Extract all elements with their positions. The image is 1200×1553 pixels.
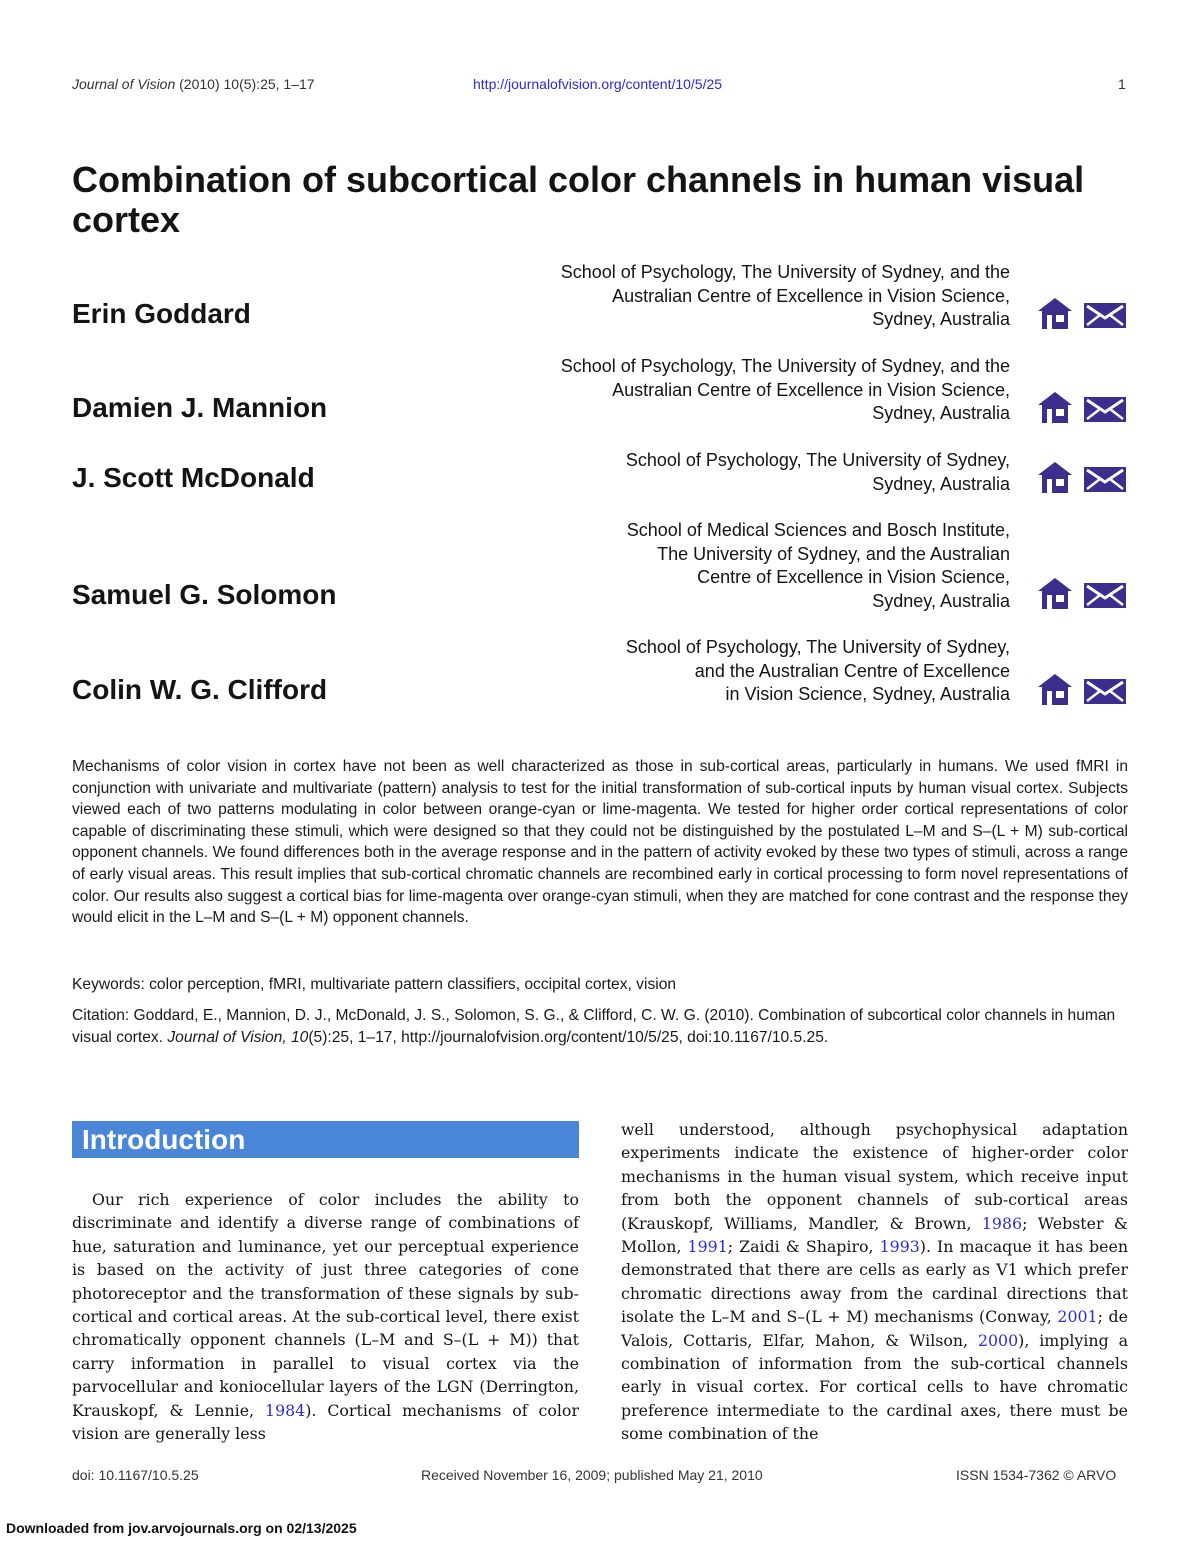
section-title: Introduction xyxy=(82,1124,246,1155)
author-icons xyxy=(1036,576,1128,610)
email-icon[interactable] xyxy=(1084,397,1126,422)
body-column-left: Our rich experience of color includes the ability to discriminate and identify a diverse range of combinations of hue, saturation and luminance, yet our perceptual experience is based on the activity of just three categories of cone photoreceptor and the transformation of these signals by sub-cortical and cortical areas. At the sub-cortical level, there exist chromatically opponent channels (L–M and S–(L + M)) that carry information in parallel to visual cortex via the parvocellular and koniocellular layers of the LGN (Derrington, Krauskopf, & Lennie, 1984). Cortical mechanisms of color vision are generally less xyxy=(72,1190,579,1444)
reference-link[interactable]: 1984 xyxy=(265,1400,306,1420)
reference-link[interactable]: 2000 xyxy=(977,1330,1019,1350)
author-name: Damien J. Mannion xyxy=(72,392,328,423)
author-icons xyxy=(1036,390,1128,424)
footer-doi: doi: 10.1167/10.5.25 xyxy=(72,1467,199,1483)
home-icon[interactable] xyxy=(1038,462,1072,493)
download-notice: Downloaded from jov.arvojournals.org on 02/13/2025 xyxy=(6,1520,357,1536)
keywords: Keywords: color perception, fMRI, multivariate pattern classifiers, occipital cortex, vision xyxy=(72,976,677,993)
email-icon[interactable] xyxy=(1084,583,1126,608)
author-name: Erin Goddard xyxy=(72,298,251,329)
email-icon[interactable] xyxy=(1084,303,1126,328)
author-affiliation: School of Psychology, The University of Sydney, and the Australian Centre of Excellence in Vision Science, Sydney, Australia xyxy=(560,356,1010,423)
journal-citation: (2010) 10(5):25, 1–17 xyxy=(179,76,315,92)
author-name: Samuel G. Solomon xyxy=(72,579,337,610)
home-icon[interactable] xyxy=(1038,392,1072,423)
reference-link[interactable]: 1986 xyxy=(981,1213,1023,1233)
email-icon[interactable] xyxy=(1084,679,1126,704)
abstract: Mechanisms of color vision in cortex have not been as well characterized as those in sub-cortical areas, particularly in humans. We used fMRI in conjunction with univariate and multivariate (pattern) analysis to test for the initial transformation of sub-cortical inputs by human visual cortex. Subjects viewed each of two patterns modulating in color between orange-cyan or lime-magenta. We tested for higher order cortical representations of color capable of discriminating these stimuli, which were designed so that they could not be distinguished by the postulated L–M and S–(L + M) sub-cortical opponent channels. We found differences both in the average response and in the pattern of activity evoked by these two types of stimuli, across a range of early visual areas. This result implies that sub-cortical chromatic channels are recombined early in cortical processing to form novel representations of color. Our results also suggest a cortical bias for lime-magenta over orange-cyan stimuli, when they are matched for cone contrast and the response they would elicit in the L–M and S–(L + M) opponent channels. xyxy=(72,758,1128,927)
paper-title: Combination of subcortical color channels in human visual cortex xyxy=(72,159,1085,240)
author-affiliation: School of Medical Sciences and Bosch Institute, The University of Sydney, and the Australian Centre of Excellence in Vision Science, Sydney, Australia xyxy=(626,520,1010,611)
article-url-link[interactable]: http://journalofvision.org/content/10/5/25 xyxy=(473,76,723,92)
citation: Citation: Goddard, E., Mannion, D. J., McDonald, J. S., Solomon, S. G., & Clifford, C. W. G. (2010). Combination of subcortical color channels in human visual cortex. Journal of Vision, 10(5):25, 1–17, http://journalofvision.org/content/10/5/25, doi:10.1167/10.5.25. xyxy=(72,1007,1116,1046)
page-number: 1 xyxy=(1118,76,1126,92)
home-icon[interactable] xyxy=(1038,674,1072,705)
journal-name: Journal of Vision xyxy=(72,76,176,92)
author-affiliation: School of Psychology, The University of Sydney, and the Australian Centre of Excellence in Vision Science, Sydney, Australia xyxy=(560,262,1010,329)
reference-link[interactable]: 1991 xyxy=(687,1237,728,1257)
footer-issn: ISSN 1534-7362 © ARVO xyxy=(956,1467,1117,1483)
footer-received: Received November 16, 2009; published May 21, 2010 xyxy=(421,1467,763,1483)
home-icon[interactable] xyxy=(1038,298,1072,329)
author-affiliation: School of Psychology, The University of Sydney, Sydney, Australia xyxy=(625,450,1010,494)
body-column-right: well understood, although psychophysical adaptation experiments indicate the existence of higher-order color mechanisms in the human visual system, which receive input from both the opponent channels of sub-cortical areas (Krauskopf, Williams, Mandler, & Brown, 1986; Webster & Mollon, 1991; Zaidi & Shapiro, 1993). In macaque it has been demonstrated that there are cells as early as V1 which prefer chromatic directions away from the cardinal directions that isolate the L–M and S–(L + M) mechanisms (Conway, 2001; de Valois, Cottaris, Elfar, Mahon, & Wilson, 2000), implying a combination of information from the sub-cortical channels early in visual cortex. For cortical cells to have chromatic preference intermediate to the cardinal axes, there must be some combination of the xyxy=(621,1120,1128,1444)
author-affiliation: School of Psychology, The University of Sydney, and the Australian Centre of Excellence in Vision Science, Sydney, Australia xyxy=(625,637,1010,704)
email-icon[interactable] xyxy=(1084,467,1126,492)
running-header xyxy=(72,76,315,92)
author-icons xyxy=(1036,460,1128,494)
author-icons xyxy=(1036,672,1128,706)
home-icon[interactable] xyxy=(1038,578,1072,609)
reference-link[interactable]: 1993 xyxy=(879,1237,920,1257)
author-name: Colin W. G. Clifford xyxy=(72,674,328,705)
reference-link[interactable]: 2001 xyxy=(1057,1307,1098,1327)
author-icons xyxy=(1036,296,1128,330)
author-name: J. Scott McDonald xyxy=(72,462,315,493)
